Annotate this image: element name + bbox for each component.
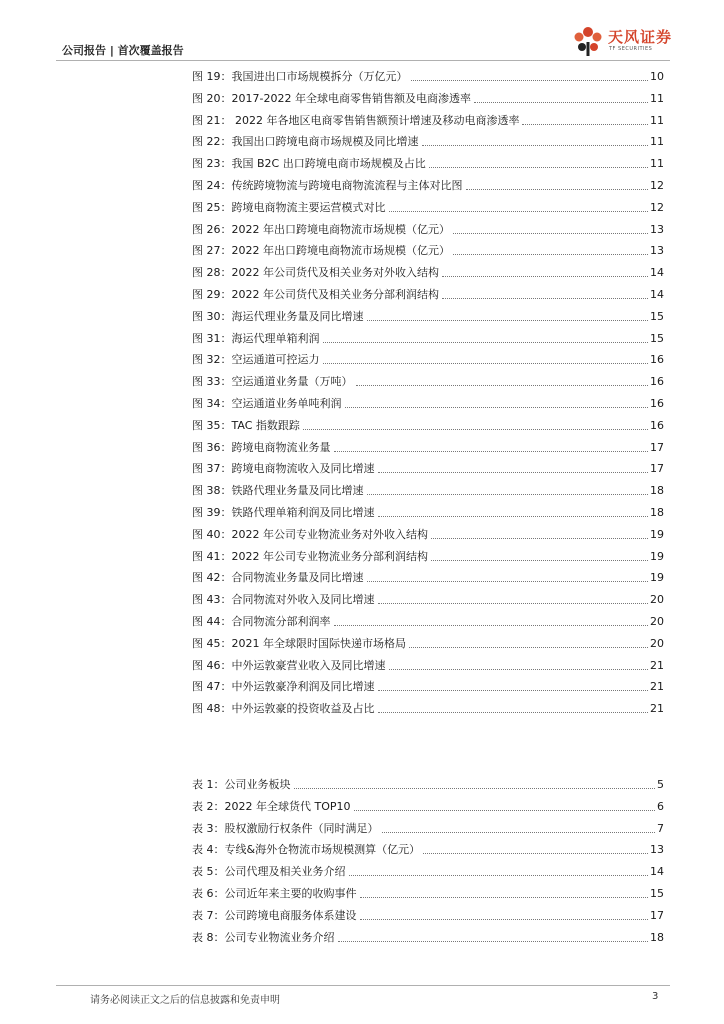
toc-entry-page: 10: [650, 70, 664, 83]
toc-leader-dots: [378, 689, 649, 691]
toc-entry-label: 图 46：中外运敦豪营业收入及同比增速: [192, 658, 386, 672]
toc-entry[interactable]: [192, 589, 664, 607]
toc-entry-label: 图 25：跨境电商物流主要运营模式对比: [192, 200, 386, 214]
footer-disclaimer: 请务必阅读正文之后的信息披露和免责申明: [90, 995, 280, 1006]
toc-entry-page: 13: [650, 244, 664, 258]
toc-leader-dots: [294, 787, 656, 789]
toc-entry-page: 17: [650, 908, 664, 922]
toc-entry-label: 表 6：公司近年来主要的收购事件: [192, 887, 357, 900]
toc-entry-label: 图 39：铁路代理单箱利润及同比增速: [192, 506, 375, 519]
toc-entry-page: 15: [650, 331, 664, 345]
toc-leader-dots: [382, 831, 656, 833]
toc-entry-label: 图 35：TAC 指数跟踪: [192, 418, 300, 432]
toc-entry-label: 图 36：跨境电商物流业务量: [192, 440, 331, 454]
toc-entry-page: 11: [650, 113, 664, 127]
toc-entry-page: 7: [657, 821, 664, 835]
toc-entry-page: 13: [650, 222, 664, 236]
toc-leader-dots: [367, 580, 649, 582]
toc-entry-label: 图 21： 2022 年各地区电商零售销售额预计增速及移动电商渗透率: [192, 113, 520, 127]
toc-leader-dots: [334, 624, 649, 626]
toc-leader-dots: [442, 297, 648, 299]
toc-entry-page: 19: [650, 527, 664, 541]
toc-leader-dots: [429, 166, 648, 168]
toc-entry-page: 21: [650, 680, 664, 694]
toc-entry-page: 17: [650, 440, 664, 454]
toc-leader-dots: [423, 852, 648, 854]
toc-leader-dots: [323, 362, 649, 364]
toc-leader-dots: [303, 428, 648, 430]
toc-entry[interactable]: [192, 927, 664, 945]
toc-entry-label: 图 33：空运通道业务量（万吨）: [192, 375, 353, 389]
toc-entry[interactable]: [192, 502, 664, 520]
toc-entry[interactable]: [192, 524, 664, 542]
toc-entry[interactable]: [192, 633, 664, 651]
toc-entry-label: 图 20：2017-2022 年全球电商零售销售额及电商渗透率: [192, 91, 471, 105]
toc-entry[interactable]: [192, 567, 664, 585]
header-title: 公司报告 | 首次覆盖报告: [62, 44, 184, 57]
toc-leader-dots: [442, 275, 648, 277]
toc-entry-page: 14: [650, 865, 664, 879]
toc-entry-label: 图 28：2022 年公司货代及相关业务对外收入结构: [192, 266, 439, 280]
toc-entry[interactable]: [192, 861, 664, 879]
toc-entry-label: 图 27：2022 年出口跨境电商物流市场规模（亿元）: [192, 244, 450, 258]
toc-entry-page: 11: [650, 157, 664, 171]
toc-entry-page: 16: [650, 375, 664, 389]
toc-entry[interactable]: [192, 175, 664, 193]
toc-entry-page: 14: [650, 266, 664, 280]
toc-entry-page: 19: [650, 549, 664, 563]
toc-entry[interactable]: [192, 905, 664, 923]
toc-entry-page: 13: [650, 843, 664, 857]
page-header: [56, 28, 673, 60]
toc-leader-dots: [522, 123, 648, 125]
toc-entry-label: 表 8：公司专业物流业务介绍: [192, 930, 335, 944]
toc-entry[interactable]: [192, 262, 664, 280]
toc-leader-dots: [378, 602, 649, 604]
toc-entry-page: 11: [650, 135, 664, 149]
toc-entry[interactable]: [192, 698, 664, 716]
toc-entry-label: 图 48：中外运敦豪的投资收益及占比: [192, 702, 375, 716]
toc-leader-dots: [422, 144, 649, 146]
header-divider: [56, 60, 670, 61]
toc-entry[interactable]: [192, 655, 664, 673]
toc-leader-dots: [453, 253, 648, 255]
toc-entry[interactable]: [192, 415, 664, 433]
toc-entry-label: 图 23：我国 B2C 出口跨境电商市场规模及占比: [192, 157, 426, 171]
toc-leader-dots: [409, 646, 648, 648]
toc-entry-label: 图 41：2022 年公司专业物流业务分部利润结构: [192, 549, 428, 563]
toc-entry-label: 图 44：合同物流分部利润率: [192, 615, 331, 628]
toc-entry[interactable]: [192, 818, 664, 836]
toc-leader-dots: [389, 210, 649, 212]
toc-leader-dots: [378, 515, 649, 517]
toc-leader-dots: [466, 188, 649, 190]
toc-entry-label: 表 5：公司代理及相关业务介绍: [192, 865, 346, 879]
toc-entry-page: 11: [650, 91, 664, 105]
toc-entry[interactable]: [192, 349, 664, 367]
toc-entry-label: 图 42：合同物流业务量及同比增速: [192, 571, 364, 585]
toc-entry-label: 表 2：2022 年全球货代 TOP10: [192, 799, 351, 813]
toc-entry-label: 图 22：我国出口跨境电商市场规模及同比增速: [192, 135, 419, 149]
toc-entry-label: 表 7：公司跨境电商服务体系建设: [192, 908, 357, 922]
toc-entry-page: 12: [650, 179, 664, 192]
toc-entry-page: 21: [650, 658, 664, 672]
toc-leader-dots: [334, 450, 649, 452]
toc-entry-page: 17: [650, 462, 664, 476]
toc-entry-label: 图 40：2022 年公司专业物流业务对外收入结构: [192, 527, 428, 541]
toc-entry-page: 20: [650, 615, 664, 628]
toc-leader-dots: [378, 711, 649, 713]
toc-leader-dots: [367, 493, 649, 495]
footer-divider: [56, 985, 670, 986]
toc-entry[interactable]: [192, 88, 664, 106]
toc-entry-page: 16: [650, 353, 664, 367]
toc-entry-label: 图 24：传统跨境物流与跨境电商物流流程与主体对比图: [192, 179, 463, 192]
toc-entry-label: 图 29：2022 年公司货代及相关业务分部利润结构: [192, 288, 439, 301]
toc-entry[interactable]: [192, 131, 664, 149]
logo-text-cn: 天风证券: [608, 28, 673, 46]
toc-entry-page: 20: [650, 593, 664, 607]
logo: [570, 24, 680, 58]
toc-entry[interactable]: [192, 328, 664, 346]
toc-leader-dots: [367, 319, 649, 321]
toc-leader-dots: [431, 537, 648, 539]
toc-leader-dots: [354, 809, 656, 811]
toc-leader-dots: [323, 341, 649, 343]
toc-entry[interactable]: [192, 197, 664, 215]
toc-entry-label: 图 30：海运代理业务量及同比增速: [192, 309, 364, 323]
toc-entry[interactable]: [192, 284, 664, 302]
toc-entry[interactable]: [192, 676, 664, 694]
toc-entry-page: 16: [650, 397, 664, 410]
toc-entry[interactable]: [192, 393, 664, 411]
toc-leader-dots: [356, 384, 649, 386]
toc-entry-page: 18: [650, 484, 664, 498]
toc-entry[interactable]: [192, 883, 664, 901]
toc-entry[interactable]: [192, 240, 664, 258]
toc-entry[interactable]: [192, 219, 664, 237]
toc-entry-label: 图 47：中外运敦豪净利润及同比增速: [192, 680, 375, 694]
toc-entry[interactable]: [192, 546, 664, 564]
toc-leader-dots: [474, 101, 648, 103]
toc-entry[interactable]: [192, 437, 664, 455]
toc-entry[interactable]: [192, 796, 664, 814]
toc-entry-page: 19: [650, 571, 664, 585]
toc-entry-page: 18: [650, 930, 664, 944]
toc-leader-dots: [338, 940, 649, 942]
toc-entry-label: 图 19：我国进出口市场规模拆分（万亿元）: [192, 70, 408, 83]
toc-entry-label: 图 31：海运代理单箱利润: [192, 331, 320, 345]
toc-entry[interactable]: [192, 458, 664, 476]
toc-leader-dots: [345, 406, 649, 408]
toc-entry-page: 21: [650, 702, 664, 716]
toc-entry-page: 14: [650, 288, 664, 301]
toc-entry-page: 20: [650, 636, 664, 650]
toc-entry[interactable]: [192, 480, 664, 498]
toc-entry-label: 图 26：2022 年出口跨境电商物流市场规模（亿元）: [192, 222, 450, 236]
toc-leader-dots: [360, 896, 649, 898]
toc-entry-label: 表 4：专线&海外仓物流市场规模测算（亿元）: [192, 843, 421, 857]
toc-entry-label: 表 3：股权激励行权条件（同时满足）: [192, 821, 379, 835]
toc-entry-label: 图 38：铁路代理业务量及同比增速: [192, 484, 364, 498]
toc-leader-dots: [360, 918, 649, 920]
toc-entry-page: 12: [650, 200, 664, 214]
logo-text-en: TF SECURITIES: [609, 46, 653, 52]
toc-entry-page: 16: [650, 418, 664, 432]
toc-leader-dots: [431, 559, 648, 561]
toc-entry-label: 图 43：合同物流对外收入及同比增速: [192, 593, 375, 607]
toc-leader-dots: [453, 232, 648, 234]
toc-leader-dots: [349, 874, 649, 876]
toc-leader-dots: [411, 79, 649, 81]
toc-entry-label: 图 37：跨境电商物流收入及同比增速: [192, 462, 375, 476]
toc-entry-page: 18: [650, 506, 664, 519]
toc-entry-label: 表 1：公司业务板块: [192, 778, 291, 791]
toc-entry[interactable]: [192, 306, 664, 324]
toc-entry[interactable]: [192, 66, 664, 84]
toc-entry-label: 图 45：2021 年全球限时国际快递市场格局: [192, 636, 406, 650]
toc-entry[interactable]: [192, 110, 664, 128]
toc-entry[interactable]: [192, 611, 664, 629]
toc-entry[interactable]: [192, 371, 664, 389]
toc-entry[interactable]: [192, 839, 664, 857]
toc-entry-page: 5: [657, 778, 664, 791]
toc-entry[interactable]: [192, 774, 664, 792]
page-number: 3: [652, 991, 659, 1002]
toc-leader-dots: [378, 471, 649, 473]
toc-entry-label: 图 32：空运通道可控运力: [192, 353, 320, 367]
toc-entry-page: 15: [650, 887, 664, 900]
toc-entry-page: 15: [650, 309, 664, 323]
logo-flower-icon: [570, 24, 606, 58]
toc-entry[interactable]: [192, 153, 664, 171]
toc-entry-page: 6: [657, 799, 664, 813]
toc-leader-dots: [389, 668, 649, 670]
toc-entry-label: 图 34：空运通道业务单吨利润: [192, 397, 342, 410]
